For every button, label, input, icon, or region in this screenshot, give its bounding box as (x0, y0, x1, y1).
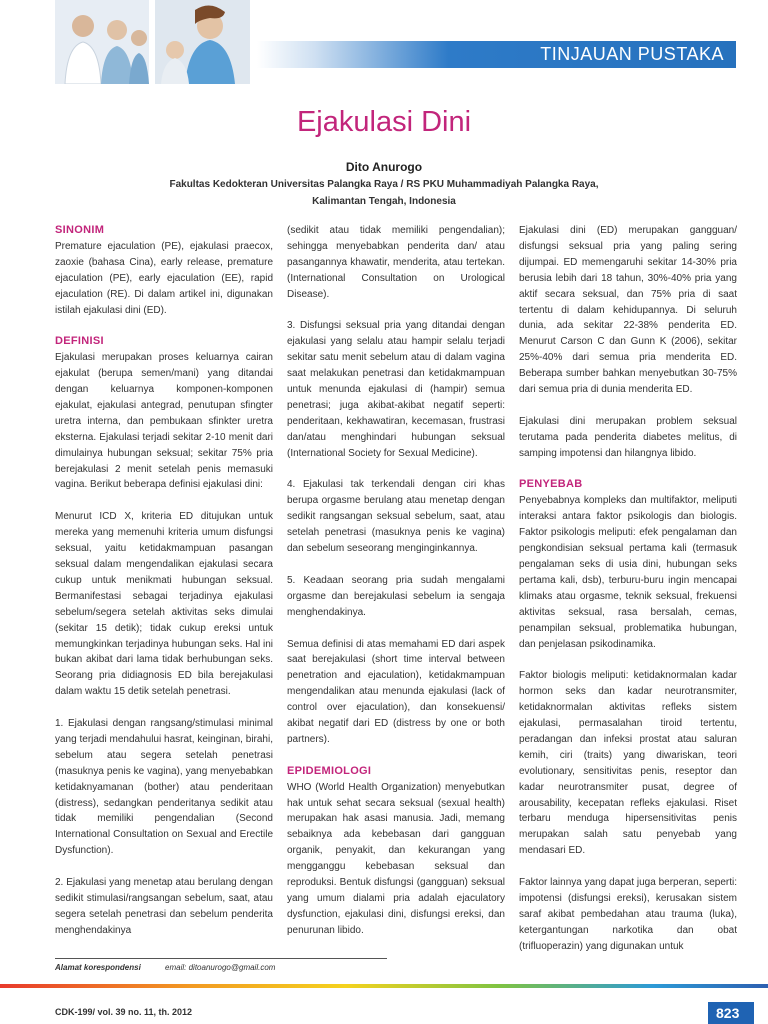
heading-epidemiologi: EPIDEMIOLOGI (287, 764, 372, 777)
paragraph-definisi: Ejakulasi merupakan proses keluarnya cairan ejakulat (berupa semen/mani) yang ditandai dengan keluarnya komponen-komponen ejakulat, ejakulasi antegrad, penutupan sfingter uretra interna, dan pembukaan sfinkter uretra eksterna. Ejakulasi terjadi sekitar 2-10 menit dari dimulainya hubungan seksual; sekitar 75% pria berejakulasi 2 menit setelah penis memasuki vagina. Berikut beberapa definisi ejakulasi dini: (55, 352, 273, 491)
list-item-2: 2. Ejakulasi yang menetap atau berulang dengan sedikit stimulasi/rangsangan sebelum, saat, atau segera setelah penetrasi dan sebelum penderita menghendakinya (55, 877, 273, 936)
footnote-rule (55, 958, 387, 959)
header-photo-nurse (155, 0, 250, 84)
list-item-1: 1. Ejakulasi dengan rangsang/stimulasi minimal yang terjadi mendahului hasrat, keinginan, birahi, sebelum atau segera setelah penetrasi (masuknya penis ke vagina), yang menyebabkan ketidaknyamanan (bother) atau penderitaan (distress), sedangkan penderitanya sedikit atau tidak memiliki pengendalian (Second International Consultation on Sexual and Erectile Dysfunction). (55, 718, 273, 857)
column-3 (519, 223, 737, 971)
correspondence-note (55, 963, 275, 972)
paragraph-biological: Faktor biologis meliputi: ketidaknormalan kadar hormon seks dan kadar neurotransmiter, ketidaknormalan aktivitas refleks sistem ejakulasi, permasalahan tiroid tertentu, peradangan dan infeksi prostat atau saluran kemih, ciri (traits) yang diwariskan, teori evolutionary, sensitivitas penis, reseptor dan kadar neurotransmiter pusat, degree of arousability, kecepatan refleks ejakulasi. Riset terbaru menduga hipersensitivitas penis merupakan salah satu penyebab yang mendasari ED. (519, 670, 737, 857)
column-1 (55, 223, 273, 955)
correspondence-email: email: ditoanurogo@gmail.com (165, 963, 276, 972)
heading-penyebab: PENYEBAB (519, 478, 583, 491)
journal-citation: CDK-199/ vol. 39 no. 11, th. 2012 (55, 1007, 193, 1017)
rainbow-strip (0, 984, 768, 988)
paragraph-summary: Semua definisi di atas memahami ED dari aspek saat berejakulasi (short time interval between penetration and ejaculation), ketidakmampuan mengendalikan atau menunda ejakulasi (lack of control over ejaculation), dan konsekuensi/ akibat negatif dari ED (distress by one or both partners). (287, 638, 505, 745)
section-label: TINJAUAN PUSTAKA (540, 44, 724, 64)
page-number-box (708, 1002, 754, 1024)
paragraph-other-factors: Faktor lainnya yang dapat juga berperan, seperti: impotensi (disfungsi ereksi), kerusakan sistem saraf akibat pembedahan atau trauma (luka), ketergantungan narkotika dan obat (trifluoperazin) yang digunakan untuk (519, 877, 737, 952)
author-name: Dito Anurogo (345, 160, 423, 174)
author-affiliation: Fakultas Kedokteran Universitas Palangka Raya / RS PKU Muhammadiyah Palangka Raya, Kalimantan Tengah, Indonesia (169, 179, 599, 207)
paragraph-sinonim: Premature ejaculation (PE), ejakulasi praecox, zaoxie (bahasa Cina), early release, premature ejaculation (PE), early ejaculation (EE), rapid ejaculation (RE). Di dalam artikel ini, digunakan istilah ejakulasi dini (ED). (55, 240, 273, 316)
heading-sinonim: SINONIM (55, 224, 105, 236)
header-photo-doctors (55, 0, 149, 84)
paragraph-icd: Menurut ICD X, kriteria ED ditujukan untuk mereka yang memenuhi kriteria umum disfungsi seksual, yaitu ketidakmampuan pasangan seksual dalam mengendalikan ejakulasi secara cukup untuk menikmati hubungan seksual. Bermanifestasi sebagai terjadinya ejakulasi sebelum/segera setelah aktivitas seks dimulai (sekitar 15 detik); tidak cukup ereksi untuk memungkinkan terjadinya hubungan seks. Hal ini bukan akibat dari lama tidak berhubungan seks. Seorang pria didiagnosis ED bila berejakulasi dalam waktu 15 detik setelah penetrasi. (55, 511, 273, 698)
list-item-5: 5. Keadaan seorang pria sudah mengalami orgasme dan berejakulasi sebelum ia sengaja menghendakinya. (287, 574, 505, 618)
section-header-bar (257, 41, 736, 68)
correspondence-label: Alamat korespondensi (55, 963, 141, 972)
heading-definisi: DEFINISI (55, 335, 104, 348)
paragraph-diabetes: Ejakulasi dini merupakan problem seksual terutama pada penderita diabetes melitus, di samping impotensi dan hilangnya libido. (519, 415, 737, 459)
paragraph-epidemiologi: WHO (World Health Organization) menyebutkan hak untuk sehat secara seksual (sexual health) merupakan hak asasi manusia. Jadi, memang sebaiknya ada kebebasan dari gangguan organik, penyakit, dan kekurangan yang mengganggu kebebasan seksual dan reproduksi. Bentuk disfungsi (gangguan) seksual yang umum dialami pria adalah ejaculatory dysfunction, ejakulasi dini, disfungsi ereksi, dan penurunan libido. (287, 781, 505, 936)
paragraph-continuation: (sedikit atau tidak memiliki pengendalian); sehingga menyebabkan penderita dan/ atau pasangannya khawatir, menderita, atau tertekan. (International Consultation on Urological Disease). (287, 225, 505, 300)
page-number: 823 (716, 1005, 740, 1021)
article-title: Ejakulasi Dini (296, 106, 472, 138)
paragraph-causes: Penyebabnya kompleks dan multifaktor, meliputi interaksi antara faktor psikologis dan biologis. Faktor psikologis meliputi: efek pengalaman dan pengkondisian seksual pertama kali (termasuk pengalaman seks di usia dini, hubungan seks pertama kali, dsb), terburu-buru ingin mencapai klimaks atau orgasme, teknik seksual, frekuensi aktivitas seksual, rasa bersalah, cemas, penampilan seksual, problematika hubungan, dan penjelasan psikodinamika. (519, 495, 737, 650)
list-item-4: 4. Ejakulasi tak terkendali dengan ciri khas berupa orgasme berulang atau menetap dengan sedikit rangsangan seksual sebelum, saat, atau setelah penetrasi (masuknya penis ke vagina) dan sebelum seseorang menginginkannya. (287, 479, 505, 555)
list-item-3: 3. Disfungsi seksual pria yang ditandai dengan ejakulasi yang selalu atau hampir selalu terjadi sekitar satu menit sebelum atau di dalam vagina saat melakukan penetrasi dan ketidakmampuan untuk menunda ejakulasi di (hampir) semua penetrasi; juga akibat-akibat negatif seperti: penderitaan, kekhawatiran, kecemasan, frustrasi dan/atau menghindari hubungan seksual (International Society for Sexual Medicine). (287, 320, 505, 459)
column-2 (287, 223, 505, 955)
paragraph-prevalence: Ejakulasi dini (ED) merupakan gangguan/ disfungsi seksual pria yang paling sering dijumpai. ED memengaruhi sekitar 14-30% pria berusia lebih dari 18 tahun, 30%-40% pria yang aktif secara seksual, dan 75% pria di saat tertentu di dalam kehidupannya. Di seluruh dunia, ada sekitar 22-38% penderita ED. Menurut Carson C dan Gunn K (2006), sekitar 25%-40% dari semua pria menderita ED. Beberapa sumber bahkan menyebutkan 30-75% dari semua pria di dunia menderita ED. (519, 225, 737, 396)
